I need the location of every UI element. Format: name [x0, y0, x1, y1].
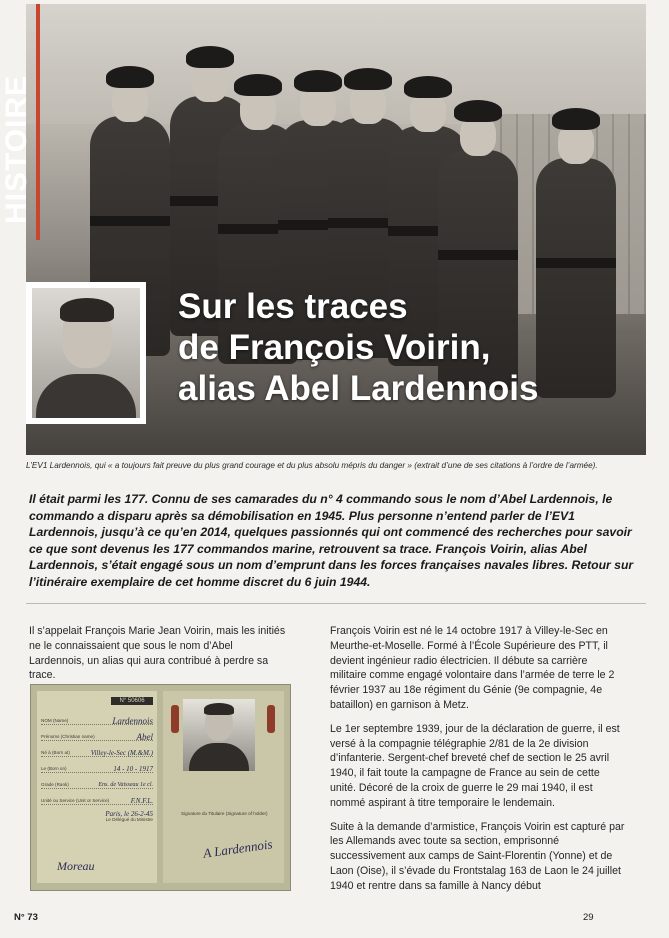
photo-caption: L’EV1 Lardennois, qui « a toujours fait preuve du plus grand courage et du plus absolu mépris du danger » (extrait d’une de ses citations à l’ordre de l’armée). [26, 461, 598, 470]
title-line: Sur les traces [178, 287, 408, 326]
id-card-field: NOM (Name) Lardennois [41, 709, 153, 725]
paragraph: François Voirin est né le 14 octobre 1917 à Villey-le-Sec en Meurthe-et-Moselle. Formé à l’École Supérieure des PTT, il devient ingénieur radio électricien. Il débute sa carrière militaire comme engagé volontaire dans l’armée de terre le 2 février 1937 au 18e régiment du Génie (9e compagnie, 4e bataillon) en garnison à Metz. [330, 625, 615, 711]
paragraph: Il s’appelait François Marie Jean Voirin, mais les initiés ne le connaissaient que sous le nom d’Abel Lardennois, un alias qui aura contribué à perdre sa trace. [29, 625, 286, 682]
id-photo [183, 699, 255, 771]
portrait-photo [26, 282, 146, 424]
left-column [29, 624, 291, 692]
id-card-field: Le (Born on) 14 - 10 - 1917 [41, 757, 153, 773]
id-card-left-pane [37, 691, 157, 883]
holder-signature: A Lardennois [202, 836, 274, 861]
issuer-signature: Moreau [57, 859, 95, 873]
id-card-field: Né à (Born at) Villey-le-Sec (M.&M.) [41, 741, 153, 757]
article-title [178, 286, 618, 409]
paragraph: Suite à la demande d’armistice, François Voirin est capturé par les Allemands avec toute sa section, emprisonné successivement aux camps de Saint-Florentin (Yonne) et de Laon (Oise), il s’évade du Frontstalag 163 de Laon le 24 juillet 1940 et rentre dans sa famille à Nancy début [330, 820, 625, 892]
stamp-mark [267, 705, 275, 733]
signature-label: Signature du Titulaire (Signature of holder) [181, 811, 268, 816]
title-line: alias Abel Lardennois [178, 369, 539, 408]
id-card-issued: Paris, le 26-2-45 Le Délégué du Ministre [105, 810, 153, 822]
section-label: HISTOIRE [0, 74, 33, 224]
divider [26, 603, 646, 604]
stamp-mark [171, 705, 179, 733]
id-card-number: N° 50606 [111, 697, 153, 705]
paragraph: Le 1er septembre 1939, jour de la déclaration de guerre, il est versé à la compagnie télégraphie 2/81 de la 2e division d’infanterie. Sergent-chef breveté chef de section le 25 avril 1940, il fait toute la campagne de France au sein de cette unité. Décoré de la croix de guerre le 29 mai 1940, il est nommé aspirant à titre temporaire le lendemain. [330, 722, 620, 809]
id-card-fields [41, 709, 153, 823]
title-line: de François Voirin, [178, 328, 491, 367]
id-card-field: Prénoms (Christian name) Abel [41, 725, 153, 741]
id-card-field: Grade (Rank) Ens. de Vaisseau 1e cl. [41, 773, 153, 789]
section-accent-bar [36, 4, 40, 240]
right-column [330, 624, 626, 903]
id-card-right-pane [163, 691, 284, 883]
issue-number: N° 73 [14, 912, 38, 923]
id-card-image [30, 684, 291, 891]
id-card-field: Unité ou Service (Unit or Service) F.N.F.L. [41, 789, 153, 805]
article-lead: Il était parmi les 177. Connu de ses camarades du n° 4 commando sous le nom d’Abel Lardennois, le commando a disparu après sa démobilisation en 1945. Plus personne n’entend parler de l’EV1 Lardennois, jusqu’à ce qu’en 2014, quelques passionnés qui ont commencé des recherches pour savoir ce que sont devenus les 177 commandos marine, retrouvent sa trace. François Voirin, alias Abel Lardennois, s’était engagé sous un nom d’emprunt dans les forces françaises navales libres. Retour sur l’itinéraire exemplaire de cet homme discret du 6 juin 1944. [29, 492, 634, 589]
page-number: 29 [583, 912, 594, 923]
